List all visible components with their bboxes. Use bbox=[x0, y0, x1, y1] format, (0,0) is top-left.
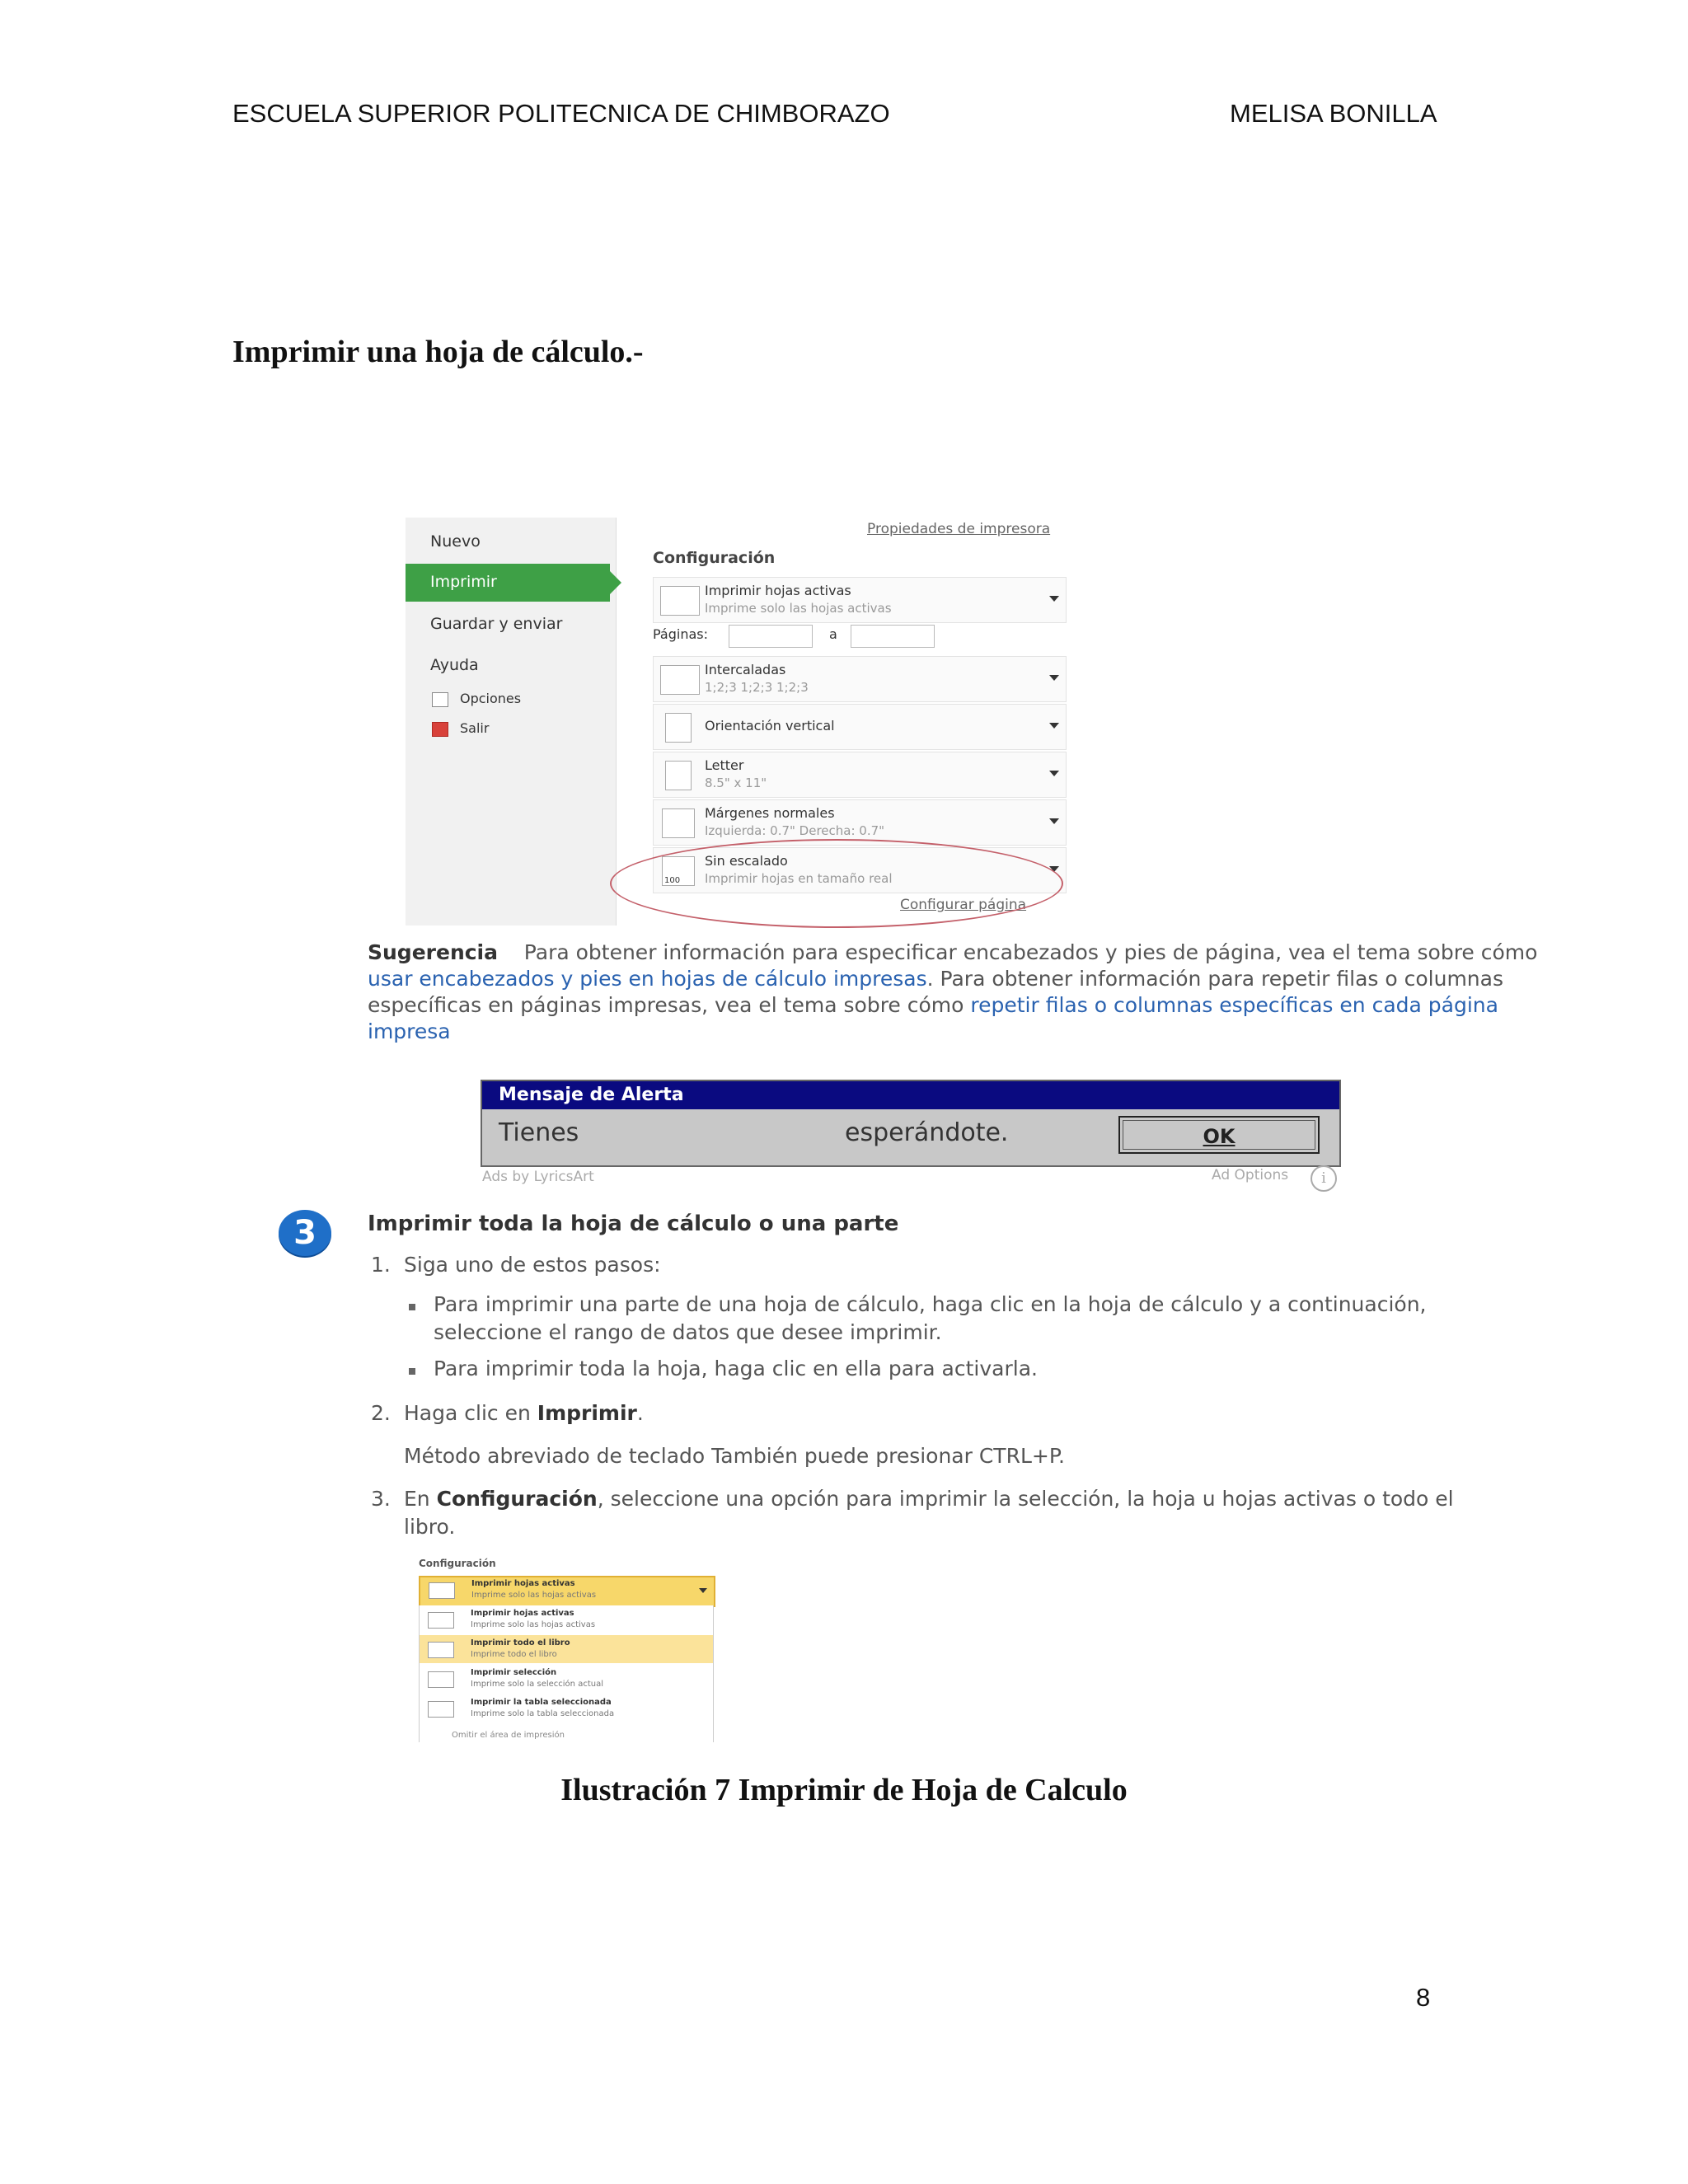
mini-footer: Omitir el área de impresión bbox=[452, 1731, 565, 1740]
chevron-down-icon bbox=[1049, 675, 1059, 681]
step-3-text-2: libro. bbox=[404, 1515, 456, 1539]
bullet-2: Para imprimir toda la hoja, haga clic en ella para activarla. bbox=[434, 1357, 1038, 1380]
chevron-down-icon bbox=[1049, 723, 1059, 729]
option-label: Imprimir la tabla seleccionada bbox=[471, 1698, 612, 1707]
step-number-icon: 3 bbox=[279, 1210, 331, 1256]
workbook-icon bbox=[428, 1642, 454, 1658]
option-sublabel: Imprime solo la selección actual bbox=[471, 1680, 603, 1689]
options-icon bbox=[432, 692, 448, 707]
page-setup-link[interactable]: Configurar página bbox=[900, 897, 1027, 913]
chevron-down-icon bbox=[1049, 596, 1059, 602]
option-label: Imprimir todo el libro bbox=[471, 1638, 570, 1647]
ok-button[interactable]: OK bbox=[1118, 1116, 1320, 1154]
bullet bbox=[409, 1368, 415, 1375]
exit-icon bbox=[432, 722, 448, 737]
chevron-down-icon bbox=[1049, 771, 1059, 776]
tip-paragraph bbox=[368, 940, 1538, 1045]
step-2-number: 2. bbox=[371, 1401, 391, 1425]
option-sublabel: Imprime solo las hojas activas bbox=[471, 1620, 596, 1629]
highlight-ellipse bbox=[610, 839, 1063, 928]
option-label: Orientación vertical bbox=[705, 718, 835, 733]
pages-label: Páginas: bbox=[653, 626, 709, 642]
ads-by-label: Ads by LyricsArt bbox=[482, 1169, 594, 1185]
bullet-1-line-1: Para imprimir una parte de una hoja de cálculo, haga clic en la hoja de cálculo y a continuación, bbox=[434, 1292, 1427, 1316]
option-sublabel: Imprime todo el libro bbox=[471, 1650, 557, 1659]
tip-label: Sugerencia bbox=[368, 940, 498, 964]
menu-opciones[interactable]: Opciones bbox=[460, 691, 522, 706]
pages-to-input[interactable] bbox=[851, 625, 935, 648]
tip-text-2: . Para obtener información para repetir filas o columnas específicas en páginas impresas, vea el tema sobre cómo bbox=[368, 967, 1503, 1017]
scale-badge: 100 bbox=[664, 876, 681, 885]
option-sublabel: Izquierda: 0.7" Derecha: 0.7" bbox=[705, 823, 885, 838]
option-sublabel: Imprime solo las hojas activas bbox=[705, 601, 892, 616]
option-sublabel: 1;2;3 1;2;3 1;2;3 bbox=[705, 680, 809, 695]
bullet bbox=[409, 1304, 415, 1310]
ad-options-link[interactable]: Ad Options bbox=[1212, 1167, 1289, 1183]
option-label: Imprimir hojas activas bbox=[705, 583, 851, 598]
alert-title: Mensaje de Alerta bbox=[499, 1085, 684, 1105]
step-3-number: 3. bbox=[371, 1487, 391, 1511]
alert-word-1: Tienes bbox=[499, 1118, 579, 1147]
menu-imprimir[interactable]: Imprimir bbox=[406, 564, 610, 602]
bullet-1-line-2: seleccione el rango de datos que desee imprimir. bbox=[434, 1320, 942, 1344]
collate-dropdown[interactable] bbox=[653, 656, 1067, 702]
step-1-text: Siga uno de estos pasos: bbox=[404, 1253, 661, 1277]
mini-option[interactable] bbox=[420, 1605, 713, 1633]
config-label: Configuración bbox=[653, 549, 776, 567]
option-label: Letter bbox=[705, 757, 744, 773]
chevron-down-icon bbox=[1049, 818, 1059, 824]
step-2-text: Haga clic en Imprimir. bbox=[404, 1401, 644, 1425]
step-heading: Imprimir toda la hoja de cálculo o una parte bbox=[368, 1212, 899, 1236]
print-config-dropdown-screenshot bbox=[419, 1558, 715, 1743]
step-1-number: 1. bbox=[371, 1253, 391, 1277]
tip-link-headers[interactable]: usar encabezados y pies en hojas de cálculo impresas bbox=[368, 967, 927, 991]
table-icon bbox=[428, 1701, 454, 1718]
figure-caption: Ilustración 7 Imprimir de Hoja de Calculo bbox=[560, 1773, 1128, 1807]
chevron-down-icon bbox=[699, 1588, 707, 1593]
option-label: Márgenes normales bbox=[705, 805, 835, 821]
tip-link-repeat-rows[interactable]: repetir filas o columnas específicas en cada página impresa bbox=[368, 993, 1498, 1043]
shortcut-note: Método abreviado de teclado También puede presionar CTRL+P. bbox=[404, 1444, 1065, 1468]
sheet-icon bbox=[660, 586, 700, 616]
alert-title-bar bbox=[482, 1081, 1339, 1109]
mini-selected-option[interactable] bbox=[419, 1576, 715, 1607]
backstage-print-screenshot bbox=[406, 518, 1067, 926]
option-label: Sin escalado bbox=[705, 853, 788, 869]
alert-word-2: esperándote. bbox=[845, 1118, 1009, 1147]
option-label: Imprimir hojas activas bbox=[471, 1579, 575, 1588]
option-label: Imprimir hojas activas bbox=[471, 1609, 574, 1618]
option-sublabel: Imprime solo la tabla seleccionada bbox=[471, 1709, 615, 1718]
mini-config-heading: Configuración bbox=[419, 1558, 496, 1569]
header-school: ESCUELA SUPERIOR POLITECNICA DE CHIMBORAZO bbox=[232, 99, 890, 128]
menu-ayuda[interactable]: Ayuda bbox=[430, 656, 479, 674]
option-label: Imprimir selección bbox=[471, 1668, 557, 1677]
backstage-menu bbox=[406, 518, 617, 926]
selection-icon bbox=[428, 1671, 454, 1688]
menu-guardar-enviar[interactable]: Guardar y enviar bbox=[430, 615, 563, 633]
option-sublabel: Imprimir hojas en tamaño real bbox=[705, 871, 893, 886]
paper-size-dropdown[interactable] bbox=[653, 752, 1067, 798]
step-3-text: En Configuración, seleccione una opción para imprimir la selección, la hoja u hojas activas o todo el bbox=[404, 1487, 1454, 1511]
option-sublabel: Imprime solo las hojas activas bbox=[471, 1591, 597, 1600]
mini-option[interactable] bbox=[420, 1665, 713, 1693]
mini-option[interactable] bbox=[420, 1694, 713, 1722]
printer-properties-link[interactable]: Propiedades de impresora bbox=[867, 521, 1051, 537]
mini-option-highlighted[interactable] bbox=[420, 1635, 713, 1663]
sheet-icon bbox=[428, 1612, 454, 1629]
portrait-icon bbox=[665, 713, 692, 743]
page-number: 8 bbox=[1416, 1983, 1431, 2012]
print-what-dropdown[interactable] bbox=[653, 577, 1067, 623]
option-sublabel: 8.5" x 11" bbox=[705, 776, 767, 790]
menu-salir[interactable]: Salir bbox=[460, 720, 490, 736]
margins-icon bbox=[662, 808, 695, 838]
header-author: MELISA BONILLA bbox=[1230, 99, 1437, 128]
mini-option-list bbox=[419, 1605, 714, 1742]
pages-from-input[interactable] bbox=[729, 625, 813, 648]
menu-nuevo[interactable]: Nuevo bbox=[430, 532, 481, 551]
sheet-icon bbox=[429, 1582, 455, 1599]
alert-ad-banner[interactable] bbox=[481, 1080, 1341, 1167]
tip-text-1: Para obtener información para especificar encabezados y pies de página, vea el tema sobre cómo bbox=[523, 940, 1538, 964]
option-label: Intercaladas bbox=[705, 662, 786, 677]
paper-icon bbox=[665, 761, 692, 790]
collate-icon bbox=[660, 665, 700, 695]
orientation-dropdown[interactable] bbox=[653, 704, 1067, 750]
info-icon[interactable]: i bbox=[1311, 1165, 1337, 1192]
section-title: Imprimir una hoja de cálculo.- bbox=[232, 335, 644, 369]
pages-separator: a bbox=[829, 626, 837, 642]
